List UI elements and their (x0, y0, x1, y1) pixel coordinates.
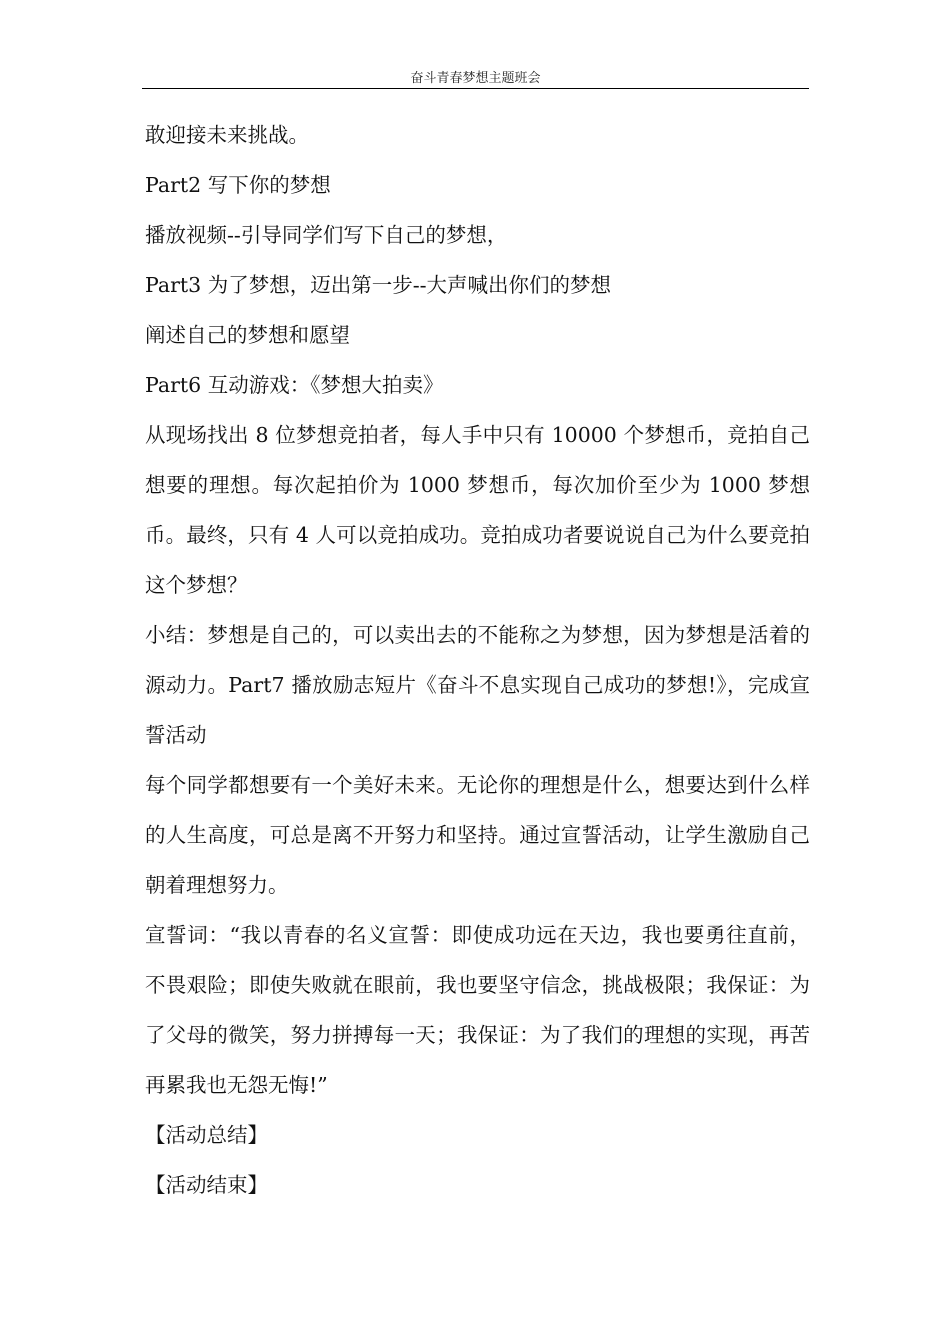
paragraph-part3-heading: Part3 为了梦想，迈出第一步--大声喊出你们的梦想 (145, 273, 612, 297)
paragraph-auction-rules: 从现场找出 8 位梦想竞拍者，每人手中只有 10000 个梦想币，竞拍自己想要的理想。每次起拍价为 1000 梦想币，每次加价至少为 1000 梦想币。最终，只有 4 人可以竞拍成功。竞拍成功者要说说自己为什么要竞拍这个梦想？ (145, 423, 810, 597)
paragraph-part6-heading: Part6 互动游戏：《梦想大拍卖》 (145, 373, 444, 397)
paragraph-activity-end: 【活动结束】 (145, 1173, 268, 1197)
paragraph-part2-heading: Part2 写下你的梦想 (145, 173, 331, 197)
page-header-title: 奋斗青春梦想主题班会 (410, 71, 541, 86)
paragraph-summary: 小结：梦想是自己的，可以卖出去的不能称之为梦想，因为梦想是活着的源动力。Part7 播放励志短片《奋斗不息实现自己成功的梦想!》，完成宣誓活动 (145, 623, 810, 747)
paragraph-activity-summary: 【活动总结】 (145, 1123, 268, 1147)
header-divider (142, 88, 809, 89)
paragraph-3: 播放视频--引导同学们写下自己的梦想， (145, 223, 508, 247)
document-body (145, 110, 810, 1210)
paragraph-oath-text: 宣誓词：“我以青春的名义宣誓：即使成功远在天边，我也要勇往直前，不畏艰险；即使失败就在眼前，我也要坚守信念，挑战极限；我保证：为了父母的微笑，努力拼搏每一天；我保证：为了我们的理想的实现，再苦再累我也无怨无悔!” (145, 923, 810, 1097)
paragraph-5: 阐述自己的梦想和愿望 (145, 323, 350, 347)
paragraph-1: 敢迎接未来挑战。 (145, 123, 309, 147)
paragraph-oath-intro: 每个同学都想要有一个美好未来。无论你的理想是什么，想要达到什么样的人生高度，可总是离不开努力和坚持。通过宣誓活动，让学生激励自己朝着理想努力。 (145, 773, 810, 897)
